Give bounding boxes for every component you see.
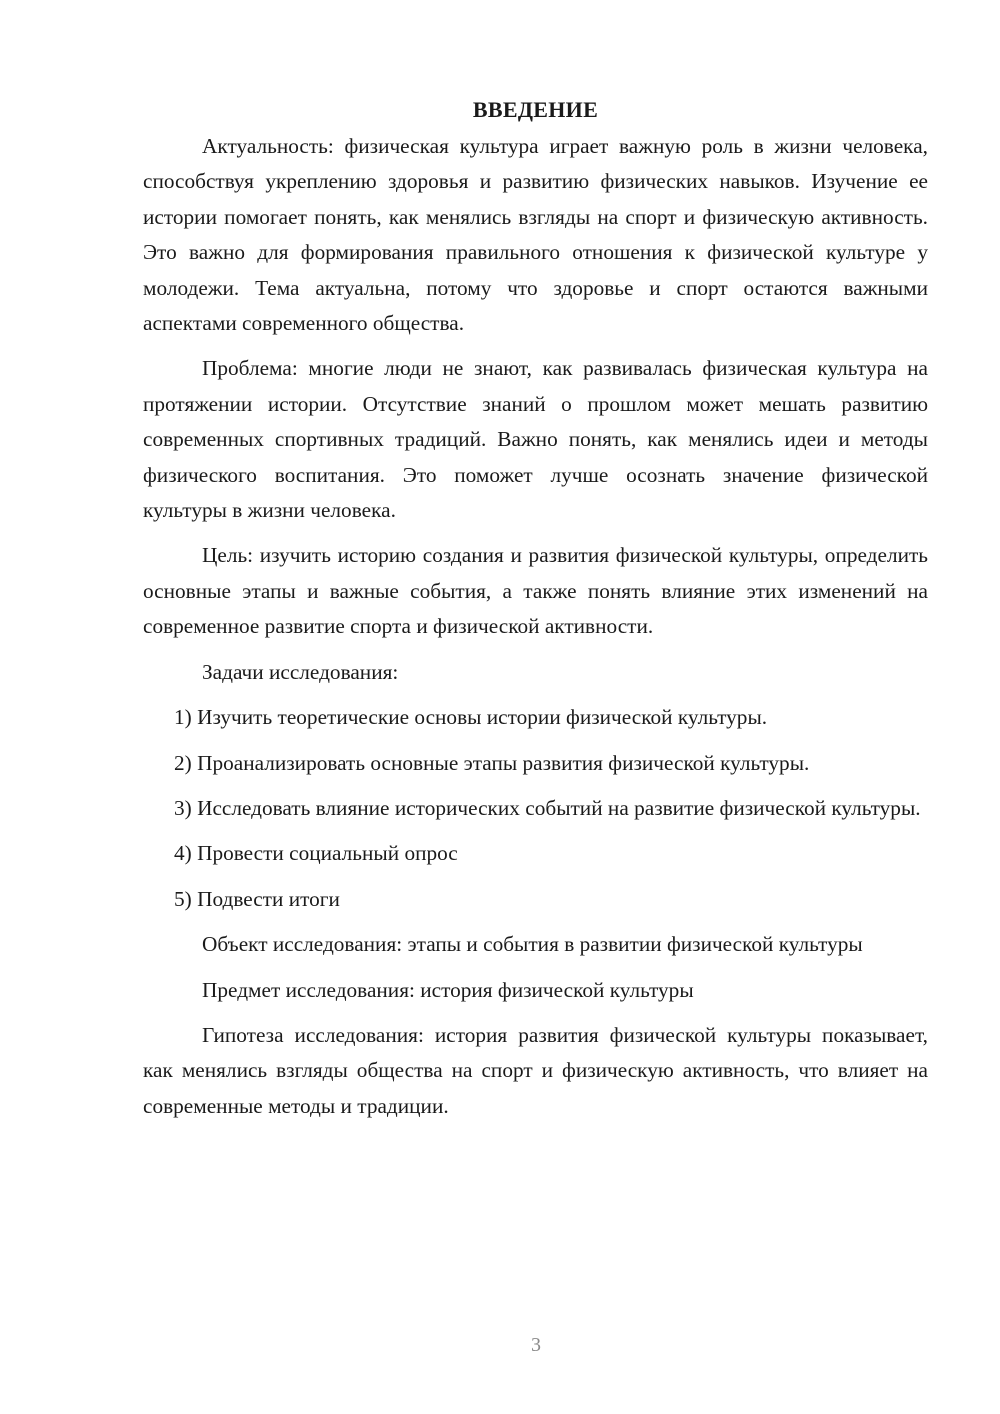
- paragraph-relevance: Актуальность: физическая культура играет важную роль в жизни человека, способствуя укреплению здоровья и развитию физических навыков. Изучение ее истории помогает понять, как менялись взгляды на спорт и физическую активность. Это важно для формирования правильного отношения к физической культуре у молодежи. Тема актуальна, потому что здоровье и спорт остаются важными аспектами современного общества.: [143, 134, 928, 336]
- task-item-2: 2) Проанализировать основные этапы развития физической культуры.: [174, 750, 810, 775]
- paragraph-goal: Цель: изучить историю создания и развития физической культуры, определить основные этапы и важные события, а также понять влияние этих изменений на современное развитие спорта и физической активности.: [143, 543, 928, 639]
- paragraph-problem: Проблема: многие люди не знают, как развивалась физическая культура на протяжении истории. Отсутствие знаний о прошлом может мешать развитию современных спортивных традиций. Важно понять, как менялись идеи и методы физического воспитания. Это поможет лучше осознать значение физической культуры в жизни человека.: [143, 356, 928, 523]
- paragraph-subject: Предмет исследования: история физической культуры: [202, 977, 694, 1002]
- task-item-5: 5) Подвести итоги: [174, 886, 340, 911]
- tasks-heading: Задачи исследования:: [202, 659, 399, 684]
- page-number: 3: [531, 1334, 541, 1356]
- task-item-3: 3) Исследовать влияние исторических событий на развитие физической культуры.: [174, 795, 921, 820]
- page-title: ВВЕДЕНИЕ: [472, 97, 599, 122]
- paragraph-object: Объект исследования: этапы и события в развитии физической культуры: [202, 932, 863, 957]
- task-item-1: 1) Изучить теоретические основы истории физической культуры.: [174, 705, 768, 730]
- document-page: [143, 92, 928, 1134]
- task-item-4: 4) Провести социальный опрос: [174, 841, 458, 866]
- paragraph-hypothesis: Гипотеза исследования: история развития физической культуры показывает, как менялись взгляды общества на спорт и физическую активность, что влияет на современные методы и традиции.: [143, 1022, 928, 1118]
